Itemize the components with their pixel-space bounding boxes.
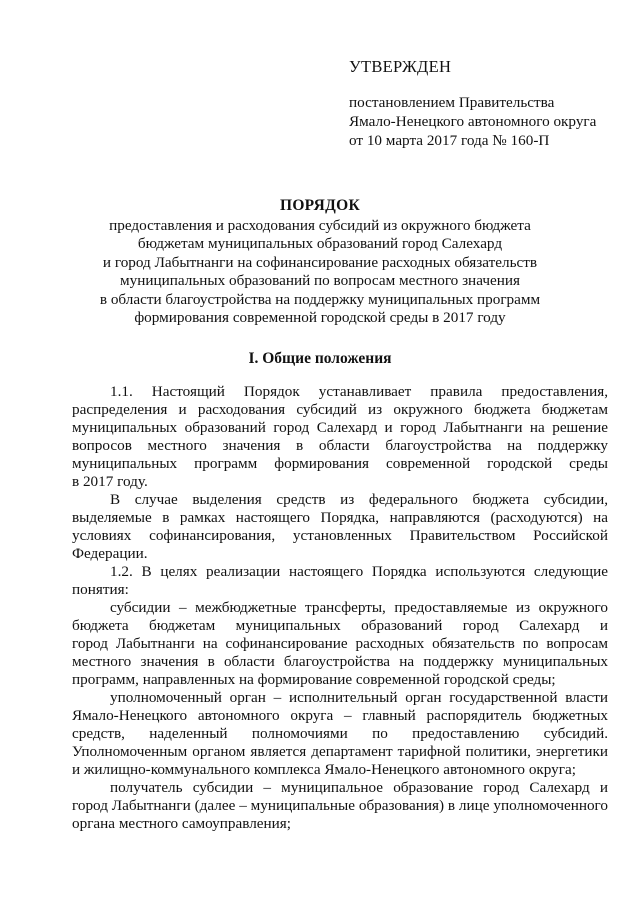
body-line: муниципальных программ формирования современной городской среды [72, 455, 608, 472]
body-text [72, 383, 608, 833]
subtitle-line: муниципальных образований по вопросам местного значения [120, 272, 520, 290]
body-line: город Лабытнанги (далее – муниципальные образования) в лице уполномоченного [72, 797, 608, 814]
document-subtitle [80, 217, 560, 327]
approval-line: постановлением Правительства [349, 94, 555, 111]
body-line: выделяемые в рамках настоящего Порядка, направляются (расходуются) на [72, 509, 608, 526]
subtitle-line: предоставления и расходования субсидий из окружного бюджета [109, 217, 531, 234]
body-line: вопросов местного значения в области благоустройства на поддержку [72, 437, 608, 454]
body-line: распределения и расходования субсидий из окружного бюджета бюджетам [72, 401, 608, 418]
subtitle-line: бюджетам муниципальных образований город Салехард [137, 235, 503, 253]
approval-details [349, 93, 629, 150]
approval-line: Ямало-Ненецкого автономного округа [349, 113, 597, 130]
approval-line: от 10 марта 2017 года № 160-П [349, 132, 550, 149]
body-line: В случае выделения средств из федерального бюджета субсидии, [110, 491, 608, 508]
section-heading: I. Общие положения [248, 350, 392, 367]
approval-stamp-title: УТВЕРЖДЕН [349, 57, 452, 76]
body-line: и жилищно-коммунального комплекса Ямало-Ненецкого автономного округа; [72, 761, 576, 778]
body-line: уполномоченный орган – исполнительный орган государственной власти [110, 689, 608, 706]
body-line: понятия: [72, 581, 129, 598]
body-line: органа местного самоуправления; [72, 815, 291, 832]
body-line: город Лабытнанги на софинансирование расходных обязательств по вопросам [72, 635, 608, 652]
body-line: субсидии – межбюджетные трансферты, предоставляемые из окружного [110, 599, 608, 616]
body-line: средств, наделенный полномочиями по предоставлению субсидий. [72, 725, 608, 742]
body-line: Ямало-Ненецкого автономного округа – главный распорядитель бюджетных [72, 707, 608, 724]
subtitle-line: формирования современной городской среды в 2017 году [134, 309, 506, 327]
body-line: бюджета бюджетам муниципальных образований город Салехард и [72, 617, 608, 634]
subtitle-line: в области благоустройства на поддержку муниципальных программ [99, 290, 541, 308]
body-line: получатель субсидии – муниципальное образование город Салехард и [110, 779, 608, 796]
body-line: муниципальных образований город Салехард и город Лабытнанги на решение [72, 419, 608, 436]
body-line: условиях софинансирования, установленных Правительством Российской [72, 527, 608, 544]
body-line: программ, направленных на формирование современной городской среды; [72, 671, 556, 688]
body-line: в 2017 году. [72, 473, 148, 490]
body-line: Уполномоченным органом является департамент тарифной политики, энергетики [72, 743, 608, 760]
subtitle-line: и город Лабытнанги на софинансирование расходных обязательств [102, 253, 538, 271]
body-line: 1.1. Настоящий Порядок устанавливает правила предоставления, [110, 383, 608, 400]
body-line: Федерации. [72, 545, 148, 562]
document-title: ПОРЯДОК [279, 197, 361, 214]
body-line: 1.2. В целях реализации настоящего Порядка используются следующие [110, 563, 608, 580]
body-line: местного значения в области благоустройства на поддержку муниципальных [72, 653, 608, 670]
